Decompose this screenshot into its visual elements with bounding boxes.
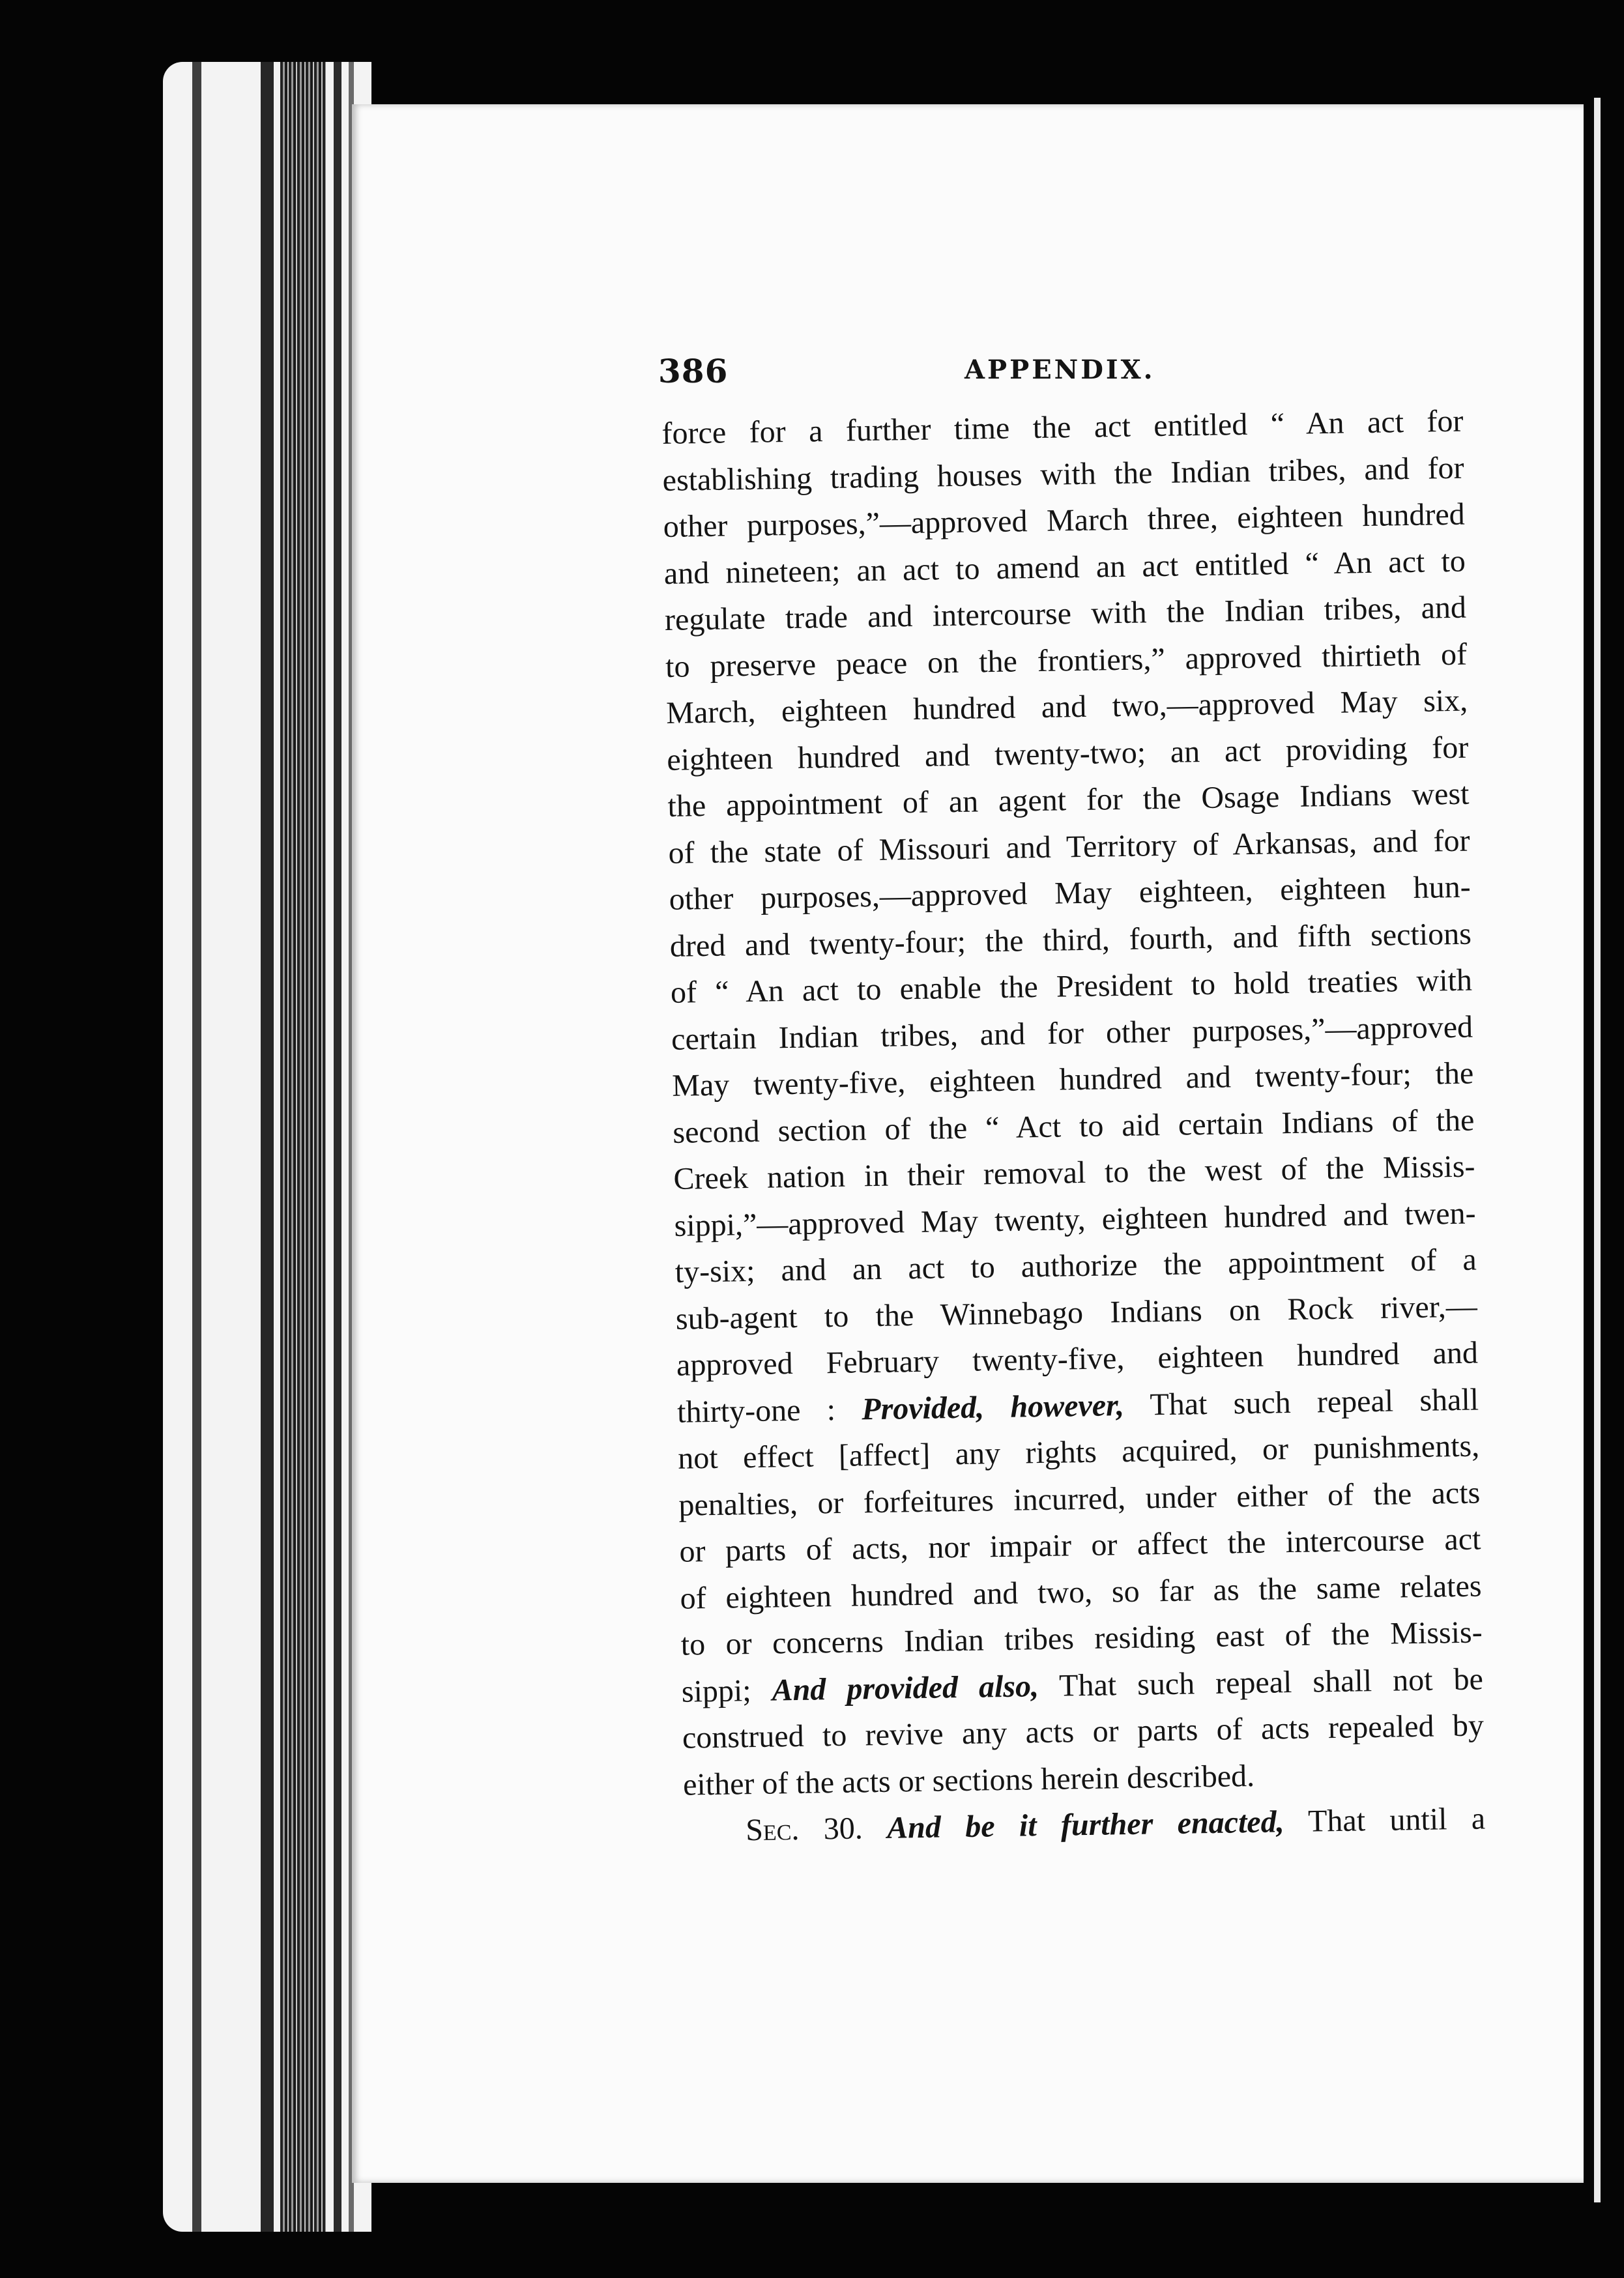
italic-proviso: And provided also, (772, 1668, 1039, 1708)
text-line: sippi,”—approved May twenty, eighteen hundred and twen- (674, 1196, 1476, 1243)
text-line: not effect [affect] any rights acquired, or punishments, (677, 1428, 1480, 1476)
running-head: APPENDIX. (964, 354, 1155, 385)
text-line: establishing trading houses with the Indian tribes, and for (662, 450, 1464, 498)
text-line: sub-agent to the Winnebago Indians on Rock river,— (675, 1289, 1478, 1336)
page-number: 386 (658, 352, 729, 390)
text-line: eighteen hundred and twenty-two; an act providing for (667, 730, 1469, 777)
text-line: Creek nation in their removal to the west of the Missis- (673, 1149, 1475, 1196)
page-header (658, 352, 1466, 397)
text-line: to preserve peace on the frontiers,” approved thirtieth of (665, 637, 1468, 684)
text-line: May twenty-five, eighteen hundred and twenty-four; the (671, 1056, 1474, 1103)
page-right-edge (1594, 98, 1601, 2202)
text-line: of “ An act to enable the President to hold treaties with (670, 962, 1473, 1010)
text-run: That such repeal shall not be (1038, 1661, 1484, 1703)
text-line: other purposes,—approved May eighteen, eighteen hun- (669, 869, 1472, 917)
text-line: other purposes,”—approved March three, eighteen hundred (663, 497, 1466, 544)
page-edge-shadow (261, 62, 274, 2232)
text-run: sippi; (681, 1673, 773, 1709)
text-line: or parts of acts, nor impair or affect the intercourse act (679, 1521, 1481, 1569)
text-run: That until a (1284, 1801, 1486, 1839)
text-run: thirty-one : (676, 1391, 862, 1430)
text-line: the appointment of an agent for the Osage Indians west (667, 776, 1470, 824)
text-line: dred and twenty-four; the third, fourth, and fifth sections (669, 916, 1472, 964)
text-line: construed to revive any acts or parts of acts repealed by (682, 1708, 1485, 1755)
text-line: of the state of Missouri and Territory of Arkansas, and for (668, 823, 1470, 871)
section-number: 30. (798, 1810, 888, 1847)
text-line: second section of the “ Act to aid certain Indians of the (672, 1103, 1475, 1150)
text-line: either of the acts or sections herein described. (682, 1758, 1255, 1802)
book-page-edges (163, 62, 371, 2232)
text-line: and nineteen; an act to amend an act entitled “ An act to (663, 543, 1466, 591)
body-text (661, 398, 1486, 1855)
text-line: March, eighteen hundred and two,—approved May six, (665, 683, 1468, 730)
text-line: penalties, or forfeitures incurred, under either of the acts (678, 1475, 1481, 1523)
text-line: regulate trade and intercourse with the Indian tribes, and (664, 590, 1467, 637)
page-edge-shadow (192, 62, 201, 2232)
section-label: Sec. (745, 1811, 800, 1848)
italic-proviso: Provided, however, (861, 1387, 1125, 1426)
stacked-page-edges (280, 62, 326, 2232)
text-run: That such repeal shall (1124, 1381, 1479, 1422)
text-line: to or concerns Indian tribes residing east of the Missis- (680, 1615, 1483, 1662)
text-line: force for a further time the act entitled “ An act for (661, 403, 1464, 451)
text-line: ty-six; and an act to authorize the appointment of a (674, 1242, 1477, 1290)
page-edge-shadow (334, 62, 341, 2232)
text-line: of eighteen hundred and two, so far as the same relates (680, 1568, 1482, 1616)
text-line: certain Indian tribes, and for other purposes,”—approved (671, 1009, 1473, 1057)
text-line: approved February twenty-five, eighteen hundred and (676, 1335, 1479, 1383)
italic-enacting-clause: And be it further enacted, (886, 1804, 1285, 1845)
